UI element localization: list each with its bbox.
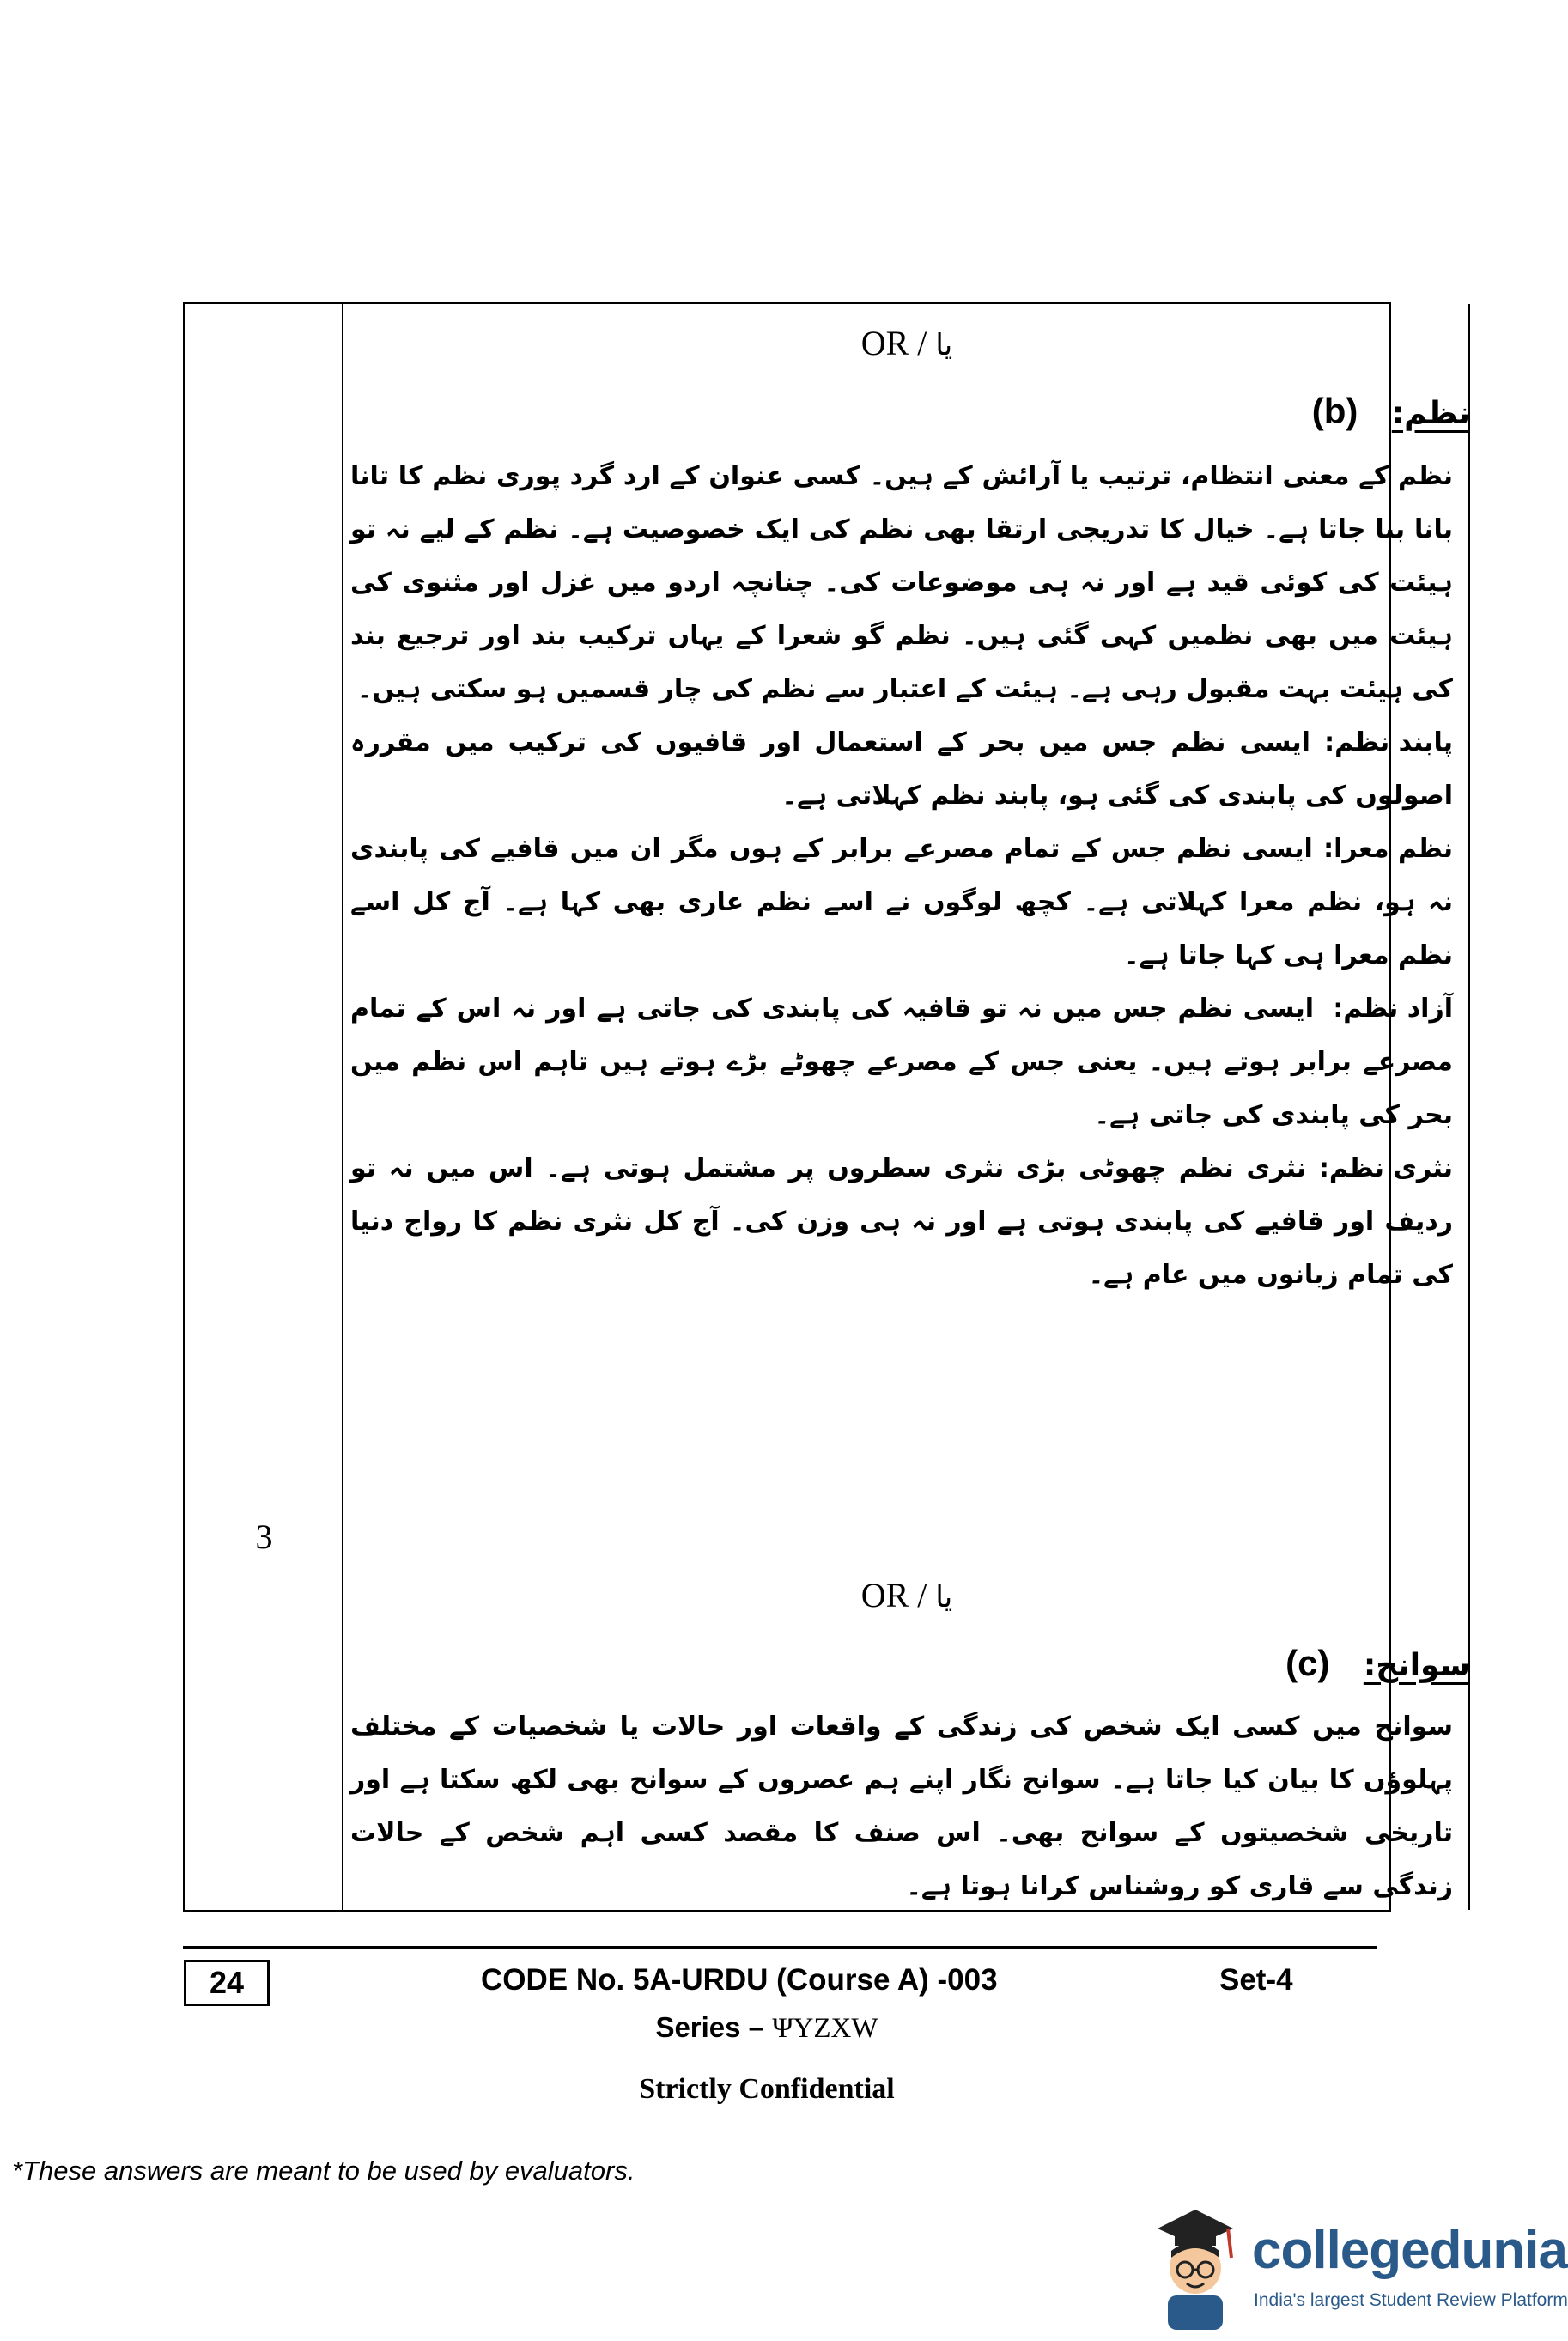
nazm-type-term: نثری نظم:	[1318, 1153, 1454, 1183]
nazm-type-text: ایسی نظم جس میں نہ تو قافیہ کی پابندی کی جاتی ہے اور نہ اس کے تمام مصرعے برابر ہوتے ہیں۔ یعنی جس کے مصرعے چھوٹے بڑے ہوتے ہیں تاہم اس نظم میں بحر کی پابندی کی جاتی ہے۔	[350, 994, 1453, 1130]
or-text: OR /	[860, 324, 927, 362]
or-divider	[343, 1575, 1470, 1615]
section-c-letter: (c)	[1285, 1643, 1330, 1683]
nazm-type-text: ایسی نظم جس میں بحر کے استعمال اور قافیوں کی ترکیب میں مقررہ اصولوں کی پابندی کی گئی ہو، پابند نظم کہلاتی ہے۔	[350, 727, 1453, 811]
nazm-type-term: پابند نظم:	[1324, 727, 1453, 757]
series-line	[0, 2011, 1534, 2045]
answer-table	[183, 302, 1470, 1912]
brand-name: collegedunia	[1252, 2221, 1567, 2280]
footer-rule	[183, 1946, 1377, 1949]
confidential-label: Strictly Confidential	[639, 2073, 895, 2105]
nazm-type-paragraph	[350, 1142, 1453, 1302]
nazm-type-term: نظم معرا:	[1323, 834, 1453, 864]
section-b-heading	[1178, 390, 1470, 432]
paper-code: CODE No. 5A-URDU (Course A) -003	[481, 1963, 998, 1997]
evaluator-note: *These answers are meant to be used by evaluators.	[12, 2156, 635, 2186]
series-code: ΨYZXW	[772, 2013, 878, 2044]
nazm-type-term: آزاد نظم:	[1333, 994, 1453, 1024]
section-b-title: نظم:	[1391, 396, 1470, 431]
section-c-title: سوانح:	[1363, 1648, 1470, 1683]
section-b-intro: نظم کے معنی انتظام، ترتیب یا آرائش کے ہیں۔ کسی عنوان کے ارد گرد پوری نظم کا تانا بانا بنا جاتا ہے۔ خیال کا تدریجی ارتقا بھی نظم کی ایک خصوصیت ہے۔ نظم کے لیے نہ تو ہیئت کی کوئی قید ہے اور نہ ہی موضوعات کی۔ چنانچہ اردو میں غزل اور مثنوی کی ہیئت میں بھی نظمیں کہی گئی ہیں۔ نظم گو شعرا کے یہاں ترکیب بند اور ترجیع بند کی ہیئت بہت مقبول رہی ہے۔ ہیئت کے اعتبار سے نظم کی چار قسمیں ہو سکتی ہیں۔	[350, 461, 1453, 704]
or-urdu-text: یا	[935, 328, 953, 362]
or-divider	[343, 323, 1470, 363]
brand-tagline: India's largest Student Review Platform	[1254, 2290, 1568, 2310]
answer-content	[343, 304, 1470, 1910]
section-b-letter: (b)	[1311, 391, 1358, 431]
mascot-icon	[1142, 2194, 1245, 2332]
series-label: Series –	[655, 2011, 765, 2043]
page-number: 24	[184, 1960, 270, 2006]
section-c-body	[350, 1700, 1453, 1913]
nazm-type-paragraph	[350, 982, 1453, 1142]
collegedunia-logo	[1142, 2194, 1568, 2332]
section-b-body	[350, 450, 1453, 1302]
set-label: Set-4	[1219, 1963, 1293, 1997]
nazm-type-paragraph	[350, 823, 1453, 982]
nazm-type-paragraph	[350, 716, 1453, 823]
or-text: OR /	[860, 1576, 927, 1614]
section-c-heading	[1178, 1642, 1470, 1684]
nazm-type-text: نثری نظم چھوٹی بڑی نثری سطروں پر مشتمل ہوتی ہے۔ اس میں نہ تو ردیف اور قافیے کی پابندی ہوتی ہے اور نہ ہی وزن کی۔ آج کل نثری نظم کا رواج دنیا کی تمام زبانوں میں عام ہے۔	[350, 1153, 1453, 1290]
or-urdu-text: یا	[935, 1580, 953, 1614]
nazm-type-text: ایسی نظم جس کے تمام مصرعے برابر کے ہوں مگر ان میں قافیے کی پابندی نہ ہو، نظم معرا کہلاتی ہے۔ کچھ لوگوں نے اسے نظم عاری بھی کہا ہے۔ آج کل اسے نظم معرا ہی کہا جاتا ہے۔	[350, 834, 1453, 970]
section-c-text: سوانح میں کسی ایک شخص کی زندگی کے واقعات اور حالات یا شخصیات کے مختلف پہلوؤں کا بیان کیا جاتا ہے۔ سوانح نگار اپنے ہم عصروں کے سوانح بھی لکھ سکتا ہے اور تاریخی شخصیتوں کے سوانح بھی۔ اس صنف کا مقصد کسی اہم شخص کے حالات زندگی سے قاری کو روشناس کرانا ہوتا ہے۔	[350, 1712, 1453, 1901]
marks-value: 3	[255, 1517, 273, 1556]
